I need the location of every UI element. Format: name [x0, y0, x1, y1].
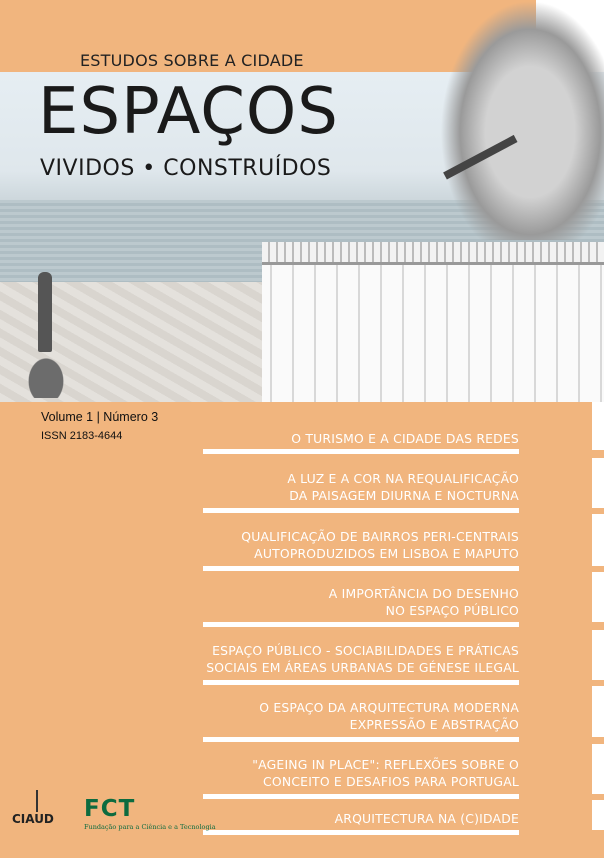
ciaud-logo	[12, 790, 68, 834]
journal-kicker: ESTUDOS SOBRE A CIDADE	[80, 51, 304, 70]
journal-subtitle: VIVIDOS • CONSTRUÍDOS	[40, 156, 332, 181]
journal-title: ESPAÇOS	[38, 75, 339, 149]
volume-number: Volume 1 | Número 3	[41, 410, 159, 424]
right-tab	[592, 630, 604, 680]
article-title	[329, 585, 519, 619]
ciaud-mark-icon	[36, 790, 48, 812]
article-title	[259, 699, 519, 733]
right-tab	[592, 458, 604, 508]
article-title	[287, 470, 519, 504]
article-title-line: ESPAÇO PÚBLICO - SOCIABILIDADES E PRÁTICAS	[212, 643, 519, 658]
fct-logo	[84, 796, 216, 831]
right-tab	[592, 514, 604, 566]
article-title-line: ARQUITECTURA NA (C)IDADE	[334, 811, 519, 826]
article-title	[291, 430, 519, 447]
drawing-hand-illustration	[440, 0, 604, 240]
article-title-line: SOCIAIS EM ÁREAS URBANAS DE GÉNESE ILEGAL	[206, 660, 519, 675]
article-title-line: CONCEITO E DESAFIOS PARA PORTUGAL	[263, 774, 519, 789]
article-title-line: O ESPAÇO DA ARQUITECTURA MODERNA	[259, 700, 519, 715]
article-title-line: O TURISMO E A CIDADE DAS REDES	[291, 431, 519, 446]
article-title-line: NO ESPAÇO PÚBLICO	[385, 603, 519, 618]
divider-bar	[203, 449, 519, 454]
article-title-line: A LUZ E A COR NA REQUALIFICAÇÃO	[287, 471, 519, 486]
article-title-line: QUALIFICAÇÃO DE BAIRROS PERI-CENTRAIS	[241, 529, 519, 544]
ciaud-logo-text: CIAUD	[12, 812, 54, 826]
fct-logo-text: FCT	[84, 796, 136, 822]
divider-bar	[203, 737, 519, 742]
article-title	[206, 642, 519, 676]
statue	[38, 272, 52, 352]
article-title	[241, 528, 519, 562]
right-tab	[592, 402, 604, 450]
issn: ISSN 2183-4644	[41, 430, 123, 442]
right-tab	[592, 572, 604, 622]
article-title	[335, 810, 519, 827]
divider-bar	[203, 622, 519, 627]
article-title-line: DA PAISAGEM DIURNA E NOCTURNA	[289, 488, 519, 503]
right-tab	[592, 800, 604, 830]
divider-bar	[203, 566, 519, 571]
fct-logo-subtitle: Fundação para a Ciência e a Tecnologia	[84, 823, 216, 831]
article-title-line: A IMPORTÂNCIA DO DESENHO	[328, 586, 519, 601]
right-tab	[592, 686, 604, 737]
right-tab	[592, 744, 604, 794]
divider-bar	[203, 508, 519, 513]
divider-bar	[203, 830, 519, 835]
divider-bar	[203, 794, 519, 799]
article-title	[252, 756, 519, 790]
arcade-building	[262, 262, 604, 402]
divider-bar	[203, 680, 519, 685]
article-title-line: EXPRESSÃO E ABSTRAÇÃO	[349, 717, 519, 732]
article-title-line: AUTOPRODUZIDOS EM LISBOA E MAPUTO	[254, 546, 519, 561]
article-title-line: "AGEING IN PLACE": REFLEXÕES SOBRE O	[252, 757, 519, 772]
